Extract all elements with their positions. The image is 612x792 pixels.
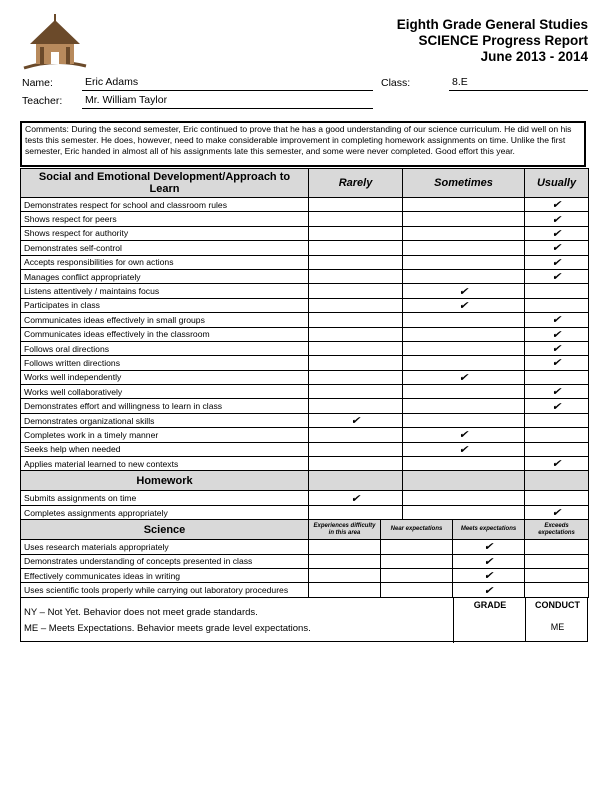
rating-cell bbox=[525, 370, 589, 384]
grade-label: GRADE bbox=[473, 600, 507, 610]
homework-heading: Homework bbox=[21, 471, 309, 491]
usually-header: Usually bbox=[525, 169, 589, 198]
check-icon: ✔ bbox=[551, 314, 562, 327]
table-row bbox=[21, 568, 589, 582]
rarely-header: Rarely bbox=[309, 169, 403, 198]
check-icon: ✔ bbox=[551, 199, 562, 212]
check-icon: ✔ bbox=[551, 271, 562, 284]
table-row bbox=[21, 554, 589, 568]
rating-cell bbox=[309, 241, 403, 255]
rating-cell bbox=[309, 327, 403, 341]
row-label: Applies material learned to new contexts bbox=[21, 457, 309, 471]
rating-cell bbox=[403, 313, 525, 327]
rating-cell bbox=[309, 505, 403, 519]
title-line-3: June 2013 - 2014 bbox=[480, 49, 588, 64]
rating-cell bbox=[525, 198, 589, 212]
rating-cell bbox=[403, 241, 525, 255]
rating-cell bbox=[309, 491, 403, 505]
row-label: Uses scientific tools properly while carrying out laboratory procedures bbox=[21, 583, 309, 597]
check-icon: ✔ bbox=[551, 227, 562, 240]
progress-table bbox=[20, 168, 589, 598]
row-label: Completes assignments appropriately bbox=[21, 505, 309, 519]
rating-cell bbox=[525, 241, 589, 255]
table-row bbox=[21, 255, 589, 269]
class-label: Class: bbox=[381, 77, 411, 89]
homework-header-cell bbox=[525, 471, 589, 491]
check-icon: ✔ bbox=[551, 343, 562, 356]
table-row bbox=[21, 269, 589, 283]
rating-cell bbox=[403, 269, 525, 283]
rating-cell bbox=[403, 491, 525, 505]
row-label: Works well collaboratively bbox=[21, 385, 309, 399]
table-row bbox=[21, 491, 589, 505]
sometimes-header: Sometimes bbox=[403, 169, 525, 198]
row-label: Follows oral directions bbox=[21, 341, 309, 355]
check-icon: ✔ bbox=[458, 299, 469, 312]
rating-cell bbox=[309, 370, 403, 384]
rating-cell bbox=[453, 540, 525, 554]
rating-cell bbox=[525, 491, 589, 505]
table-row bbox=[21, 341, 589, 355]
table-row bbox=[21, 385, 589, 399]
homework-header-row bbox=[21, 471, 589, 491]
title-line-2: SCIENCE Progress Report bbox=[418, 33, 588, 48]
rating-cell bbox=[309, 554, 381, 568]
table-row bbox=[21, 241, 589, 255]
homework-header-cell bbox=[403, 471, 525, 491]
table-row bbox=[21, 583, 589, 597]
table-row bbox=[21, 226, 589, 240]
rating-cell bbox=[309, 269, 403, 283]
check-icon: ✔ bbox=[551, 458, 562, 471]
rating-cell bbox=[525, 269, 589, 283]
table-row bbox=[21, 327, 589, 341]
rating-cell bbox=[403, 198, 525, 212]
rating-cell bbox=[403, 226, 525, 240]
table-row bbox=[21, 284, 589, 298]
check-icon: ✔ bbox=[350, 492, 361, 505]
rating-cell bbox=[403, 327, 525, 341]
rating-cell bbox=[525, 505, 589, 519]
check-icon: ✔ bbox=[458, 443, 469, 456]
rating-cell bbox=[525, 554, 589, 568]
social-header-row bbox=[21, 169, 589, 198]
rating-cell bbox=[381, 554, 453, 568]
rating-cell bbox=[525, 442, 589, 456]
row-label: Demonstrates understanding of concepts presented in class bbox=[21, 554, 309, 568]
teacher-label: Teacher: bbox=[22, 95, 63, 107]
name-value: Eric Adams bbox=[82, 76, 373, 91]
rating-cell bbox=[525, 313, 589, 327]
rating-cell bbox=[525, 568, 589, 582]
row-label: Submits assignments on time bbox=[21, 491, 309, 505]
rating-cell bbox=[309, 583, 381, 597]
check-icon: ✔ bbox=[551, 386, 562, 399]
conduct-label: CONDUCT bbox=[535, 600, 580, 610]
rating-cell bbox=[453, 568, 525, 582]
table-row bbox=[21, 442, 589, 456]
row-label: Manages conflict appropriately bbox=[21, 269, 309, 283]
rating-cell bbox=[381, 540, 453, 554]
rating-cell bbox=[403, 255, 525, 269]
rating-cell bbox=[403, 505, 525, 519]
rating-cell bbox=[403, 385, 525, 399]
rating-cell bbox=[309, 428, 403, 442]
check-icon: ✔ bbox=[350, 415, 361, 428]
check-icon: ✔ bbox=[551, 242, 562, 255]
rating-cell bbox=[309, 198, 403, 212]
row-label: Demonstrates effort and willingness to learn in class bbox=[21, 399, 309, 413]
check-icon: ✔ bbox=[551, 256, 562, 269]
check-icon: ✔ bbox=[551, 507, 562, 519]
row-label: Demonstrates respect for school and classroom rules bbox=[21, 198, 309, 212]
homework-header-cell bbox=[309, 471, 403, 491]
rating-cell bbox=[309, 341, 403, 355]
rating-cell bbox=[309, 385, 403, 399]
rating-cell bbox=[525, 341, 589, 355]
title-line-1: Eighth Grade General Studies bbox=[396, 17, 588, 32]
rating-cell bbox=[453, 554, 525, 568]
name-label: Name: bbox=[22, 77, 53, 89]
rating-cell bbox=[403, 457, 525, 471]
check-icon: ✔ bbox=[551, 328, 562, 341]
row-label: Follows written directions bbox=[21, 356, 309, 370]
rating-cell bbox=[403, 284, 525, 298]
rating-cell bbox=[403, 298, 525, 312]
check-icon: ✔ bbox=[551, 400, 562, 413]
meets-header: Meets expectations bbox=[453, 520, 525, 540]
rating-cell bbox=[525, 540, 589, 554]
rating-cell bbox=[309, 212, 403, 226]
rating-cell bbox=[309, 255, 403, 269]
row-label: Accepts responsibilities for own actions bbox=[21, 255, 309, 269]
row-label: Seeks help when needed bbox=[21, 442, 309, 456]
difficulty-header: Experiences difficulty in this area bbox=[309, 520, 381, 540]
row-label: Demonstrates self-control bbox=[21, 241, 309, 255]
rating-cell bbox=[525, 284, 589, 298]
check-icon: ✔ bbox=[483, 555, 494, 568]
rating-cell bbox=[525, 583, 589, 597]
check-icon: ✔ bbox=[458, 285, 469, 298]
rating-cell bbox=[309, 442, 403, 456]
rating-cell bbox=[403, 442, 525, 456]
rating-cell bbox=[309, 284, 403, 298]
row-label: Listens attentively / maintains focus bbox=[21, 284, 309, 298]
legend-me: ME – Meets Expectations. Behavior meets grade level expectations. bbox=[24, 623, 311, 634]
rating-cell bbox=[453, 583, 525, 597]
row-label: Shows respect for authority bbox=[21, 226, 309, 240]
rating-cell bbox=[309, 313, 403, 327]
rating-cell bbox=[309, 399, 403, 413]
rating-cell bbox=[403, 428, 525, 442]
rating-cell bbox=[525, 212, 589, 226]
rating-cell bbox=[309, 457, 403, 471]
rating-cell bbox=[525, 226, 589, 240]
table-row bbox=[21, 399, 589, 413]
table-row bbox=[21, 298, 589, 312]
comments-box: Comments: During the second semester, Eric continued to prove that he has a good understanding of our science curriculum. He did well on his tests this semester. He does, however, need to make considerable improvement in completing homework assignments on time. Unlike the first semester, Eric handed in almost all of his assignments late this semester, and some were never completed. Good effort this year. bbox=[20, 121, 586, 167]
exceeds-header: Exceeds expectations bbox=[525, 520, 589, 540]
rating-cell bbox=[403, 399, 525, 413]
rating-cell bbox=[525, 255, 589, 269]
row-label: Works well independently bbox=[21, 370, 309, 384]
check-icon: ✔ bbox=[483, 570, 494, 583]
rating-cell bbox=[525, 457, 589, 471]
rating-cell bbox=[525, 385, 589, 399]
science-header-row bbox=[21, 520, 589, 540]
table-row bbox=[21, 413, 589, 427]
rating-cell bbox=[525, 399, 589, 413]
rating-cell bbox=[403, 341, 525, 355]
check-icon: ✔ bbox=[458, 371, 469, 384]
report-title bbox=[397, 17, 588, 65]
legend-box bbox=[20, 598, 588, 642]
rating-cell bbox=[381, 583, 453, 597]
near-header: Near expectations bbox=[381, 520, 453, 540]
rating-cell bbox=[309, 298, 403, 312]
row-label: Completes work in a timely manner bbox=[21, 428, 309, 442]
rating-cell bbox=[309, 540, 381, 554]
conduct-cell bbox=[525, 598, 589, 641]
check-icon: ✔ bbox=[483, 584, 494, 597]
table-row bbox=[21, 212, 589, 226]
legend-ny: NY – Not Yet. Behavior does not meet grade standards. bbox=[24, 607, 258, 618]
table-row bbox=[21, 198, 589, 212]
table-row bbox=[21, 313, 589, 327]
table-row bbox=[21, 428, 589, 442]
table-row bbox=[21, 505, 589, 519]
row-label: Communicates ideas effectively in small groups bbox=[21, 313, 309, 327]
science-heading: Science bbox=[21, 520, 309, 540]
row-label: Shows respect for peers bbox=[21, 212, 309, 226]
table-row bbox=[21, 457, 589, 471]
rating-cell bbox=[525, 413, 589, 427]
rating-cell bbox=[403, 212, 525, 226]
check-icon: ✔ bbox=[483, 541, 494, 554]
rating-cell bbox=[525, 356, 589, 370]
row-label: Demonstrates organizational skills bbox=[21, 413, 309, 427]
rating-cell bbox=[309, 413, 403, 427]
rating-cell bbox=[309, 226, 403, 240]
rating-cell bbox=[309, 356, 403, 370]
social-heading: Social and Emotional Development/Approach to Learn bbox=[21, 169, 309, 198]
row-label: Participates in class bbox=[21, 298, 309, 312]
check-icon: ✔ bbox=[458, 429, 469, 442]
row-label: Communicates ideas effectively in the classroom bbox=[21, 327, 309, 341]
grade-cell bbox=[453, 598, 526, 643]
table-row bbox=[21, 370, 589, 384]
teacher-value: Mr. William Taylor bbox=[82, 94, 373, 109]
check-icon: ✔ bbox=[551, 357, 562, 370]
row-label: Uses research materials appropriately bbox=[21, 540, 309, 554]
class-value: 8.E bbox=[449, 76, 588, 91]
rating-cell bbox=[381, 568, 453, 582]
table-row bbox=[21, 356, 589, 370]
rating-cell bbox=[525, 428, 589, 442]
check-icon: ✔ bbox=[551, 213, 562, 226]
rating-cell bbox=[403, 356, 525, 370]
rating-cell bbox=[403, 370, 525, 384]
table-row bbox=[21, 540, 589, 554]
conduct-value: ME bbox=[550, 622, 565, 632]
rating-cell bbox=[525, 327, 589, 341]
rating-cell bbox=[309, 568, 381, 582]
rating-cell bbox=[525, 298, 589, 312]
row-label: Effectively communicates ideas in writing bbox=[21, 568, 309, 582]
rating-cell bbox=[403, 413, 525, 427]
school-logo bbox=[20, 14, 90, 74]
